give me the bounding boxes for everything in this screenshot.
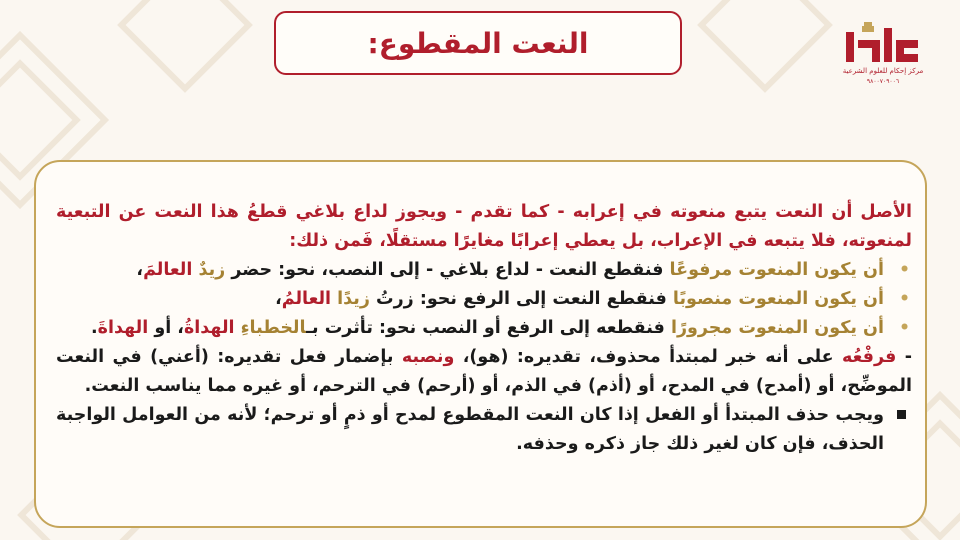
bullet-item-2: • أن يكون المنعوت منصوبًا فنقطع النعت إلى الرفع نحو: زرتُ زيدًا العالمُ،	[56, 285, 912, 314]
ihkam-logo	[842, 22, 924, 96]
intro-paragraph	[56, 198, 912, 256]
bullet-dot-icon: •	[899, 289, 910, 309]
slide-title-box	[274, 11, 682, 75]
explanation-paragraph: - فرفْعُه على أنه خبر لمبتدأ محذوف، تقديره: (هو)، ونصبه بإضمار فعل تقديره: (أعني) في النعت الموضِّح، أو (أمدح) في المدح، أو (أذم) في الذم، أو (أرحم) في الترحم، أو غيره مما يناسب النعت.	[56, 347, 912, 396]
rule-paragraph: ويجب حذف المبتدأ أو الفعل إذا كان النعت المقطوع لمدح أو ذمٍ أو ترحم؛ لأنه من العوامل الواجبة الحذف، فإن كان لغير ذلك جاز ذكره وحذفه.	[56, 401, 912, 459]
logo-mark-icon	[842, 22, 924, 66]
bullet-item-3: • أن يكون المنعوت مجرورًا فنقطعه إلى الرفع أو النصب نحو: تأثرت بـالخطباءِ الهداةُ، أو الهداةَ.	[56, 314, 912, 343]
bullet-dot-icon: •	[899, 318, 910, 338]
logo-subtitle: مركز إحكام للعلوم الشرعية	[842, 67, 924, 75]
content-text	[56, 198, 912, 459]
square-bullet-icon	[897, 410, 906, 419]
intro-text: الأصل أن النعت يتبع منعوته في إعرابه - كما تقدم - ويجوز لداع بلاغي قطعُ هذا النعت عن التبعية لمنعوته، فلا يتبعه في الإعراب، بل يعطي إعرابًا مغايرًا مستقلًا،	[56, 202, 912, 251]
intro-lead-in: فَمن ذلك:	[289, 231, 374, 251]
bullet-item-1: • أن يكون المنعوت مرفوعًا فنقطع النعت - لداع بلاغي - إلى النصب، نحو: حضر زيدٌ العالمَ،	[56, 256, 912, 285]
slide-title: النعت المقطوع:	[367, 26, 589, 60]
bullet-dot-icon: •	[899, 260, 910, 280]
logo-phone: ٩٨٠٠٧٠٩٠٠٦	[866, 78, 900, 85]
